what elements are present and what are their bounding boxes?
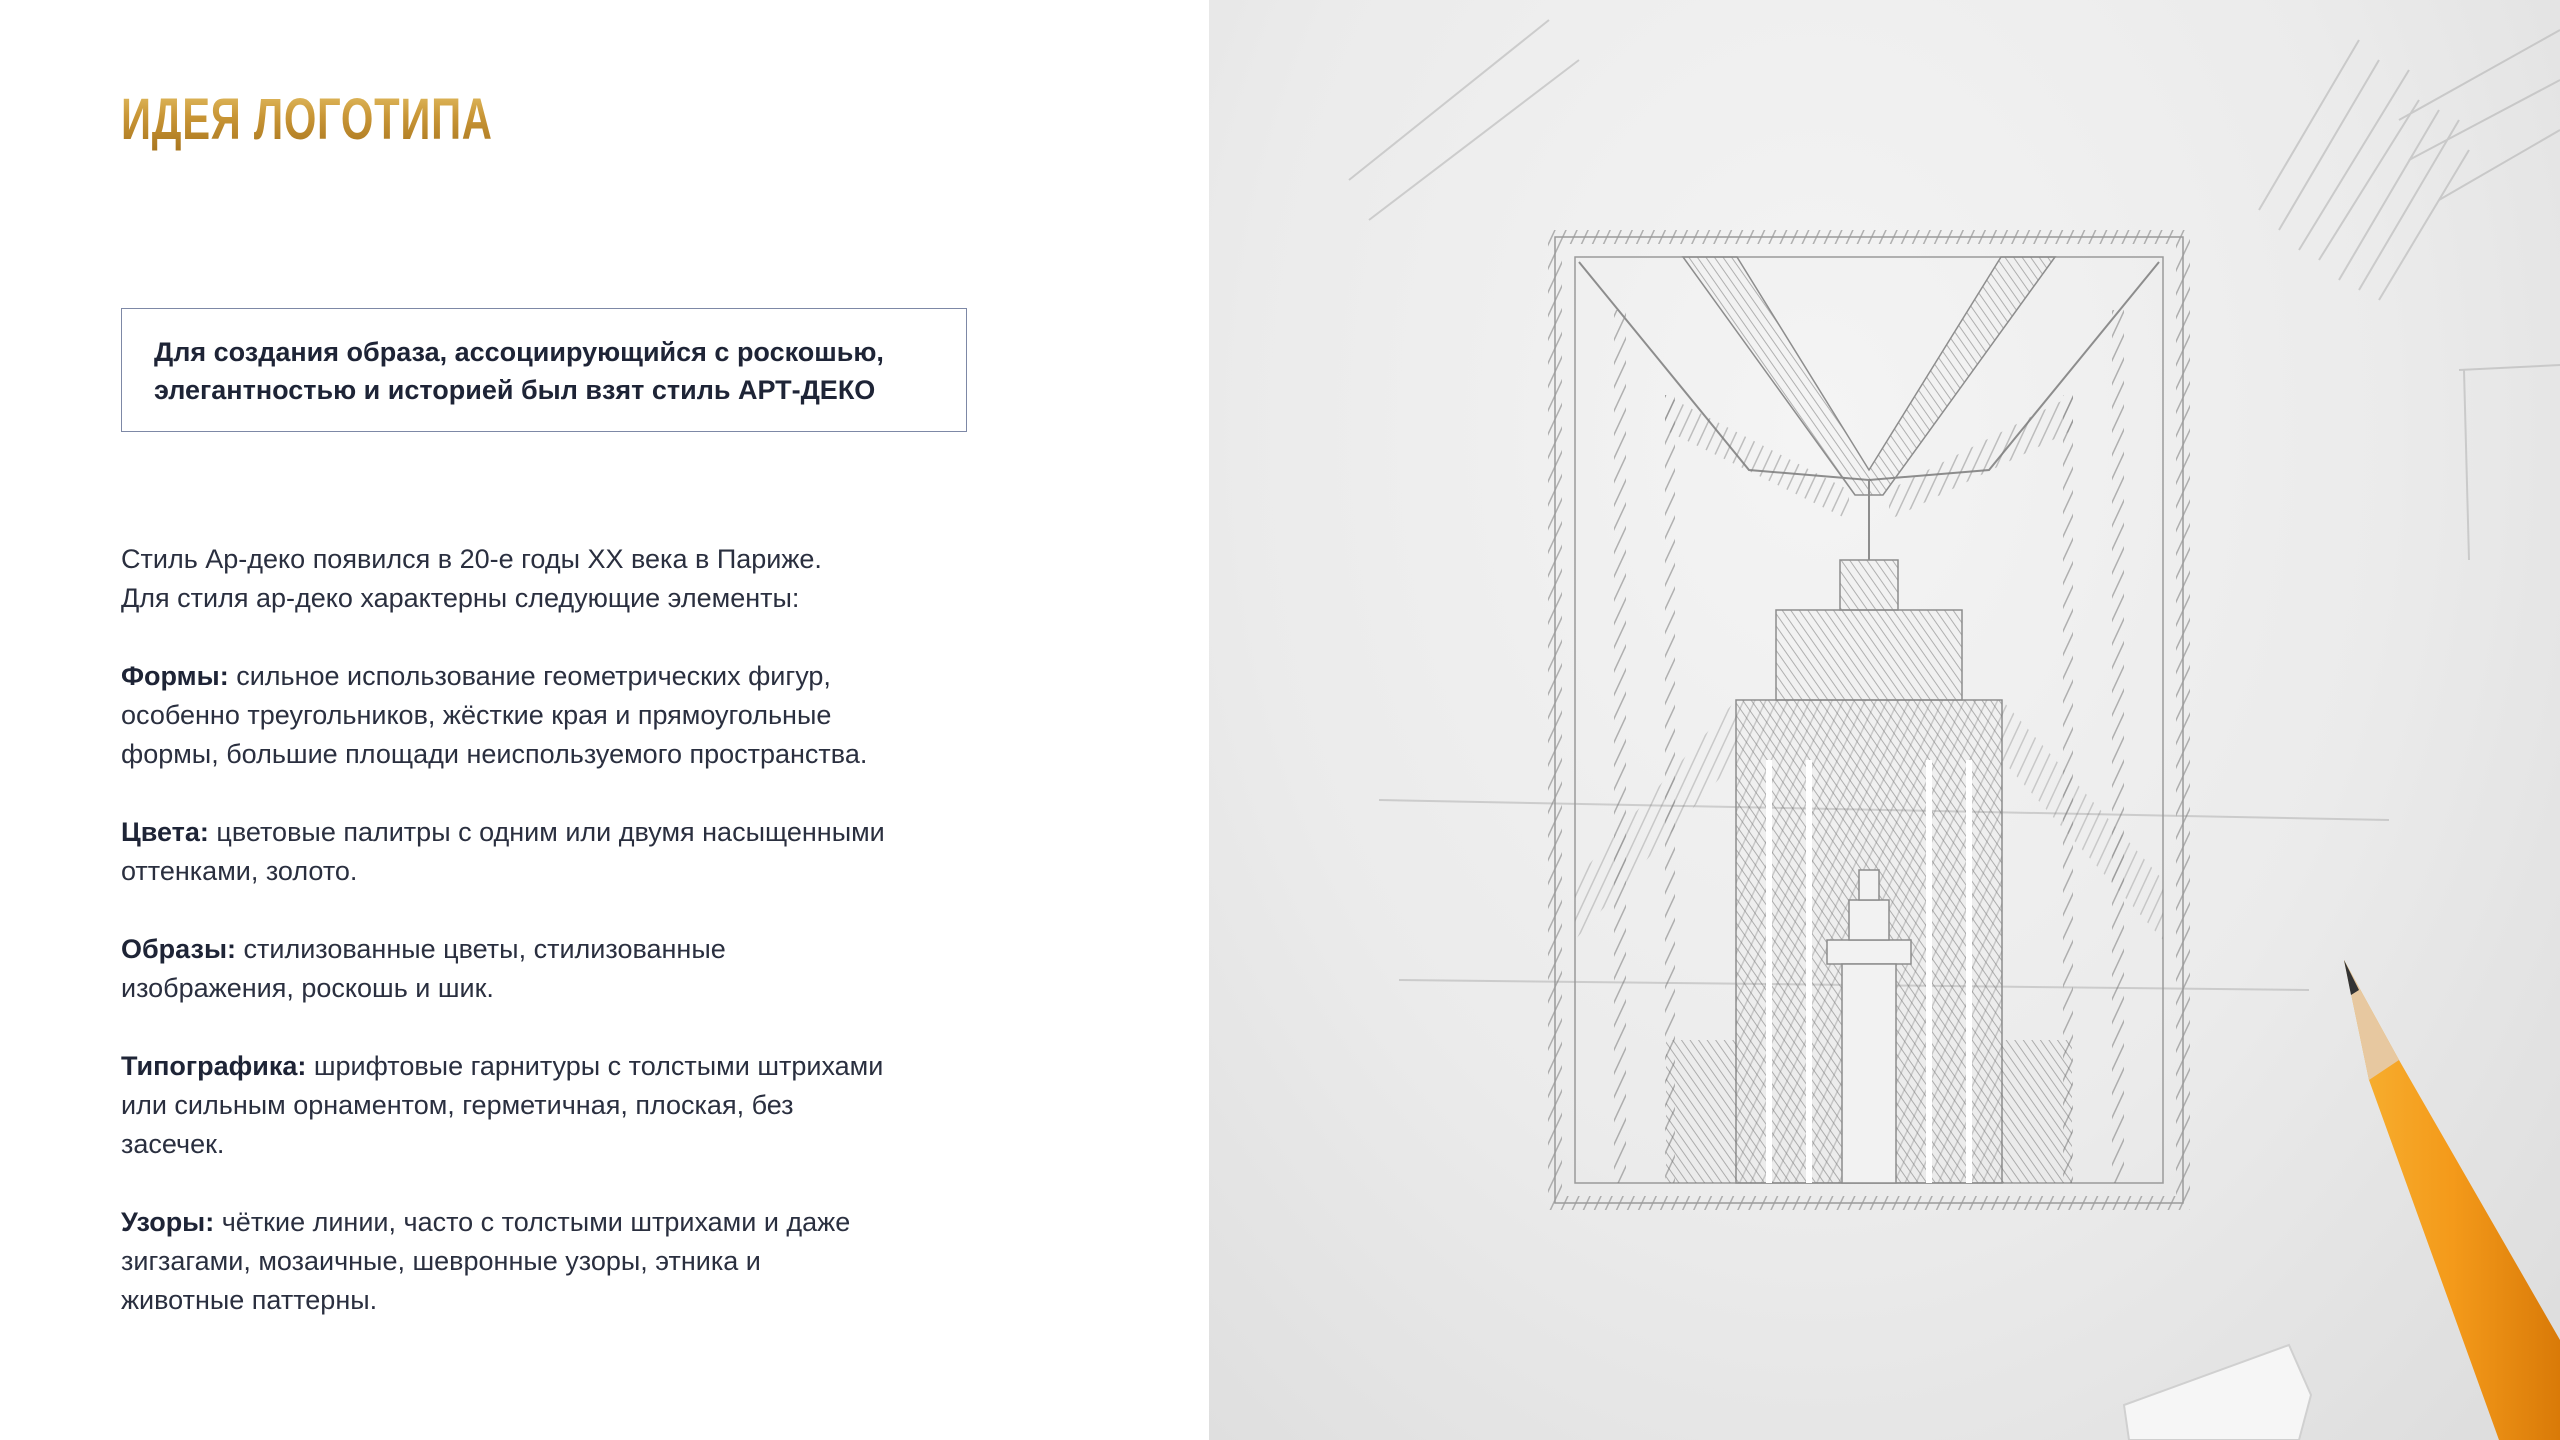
list-item [121, 657, 981, 696]
item-label: Формы: [121, 661, 229, 691]
description [121, 540, 981, 1320]
item-text: сильное использование геометрических фигур, [228, 661, 831, 691]
text-panel [0, 0, 1209, 1440]
item-text: изображения, роскошь и шик. [121, 973, 494, 1003]
item-text: зигзагами, мозаичные, шевронные узоры, этника и [121, 1246, 761, 1276]
item-text: оттенками, золото. [121, 856, 358, 886]
intro-line: Стиль Ар-деко появился в 20-е годы XX века в Париже. [121, 544, 822, 574]
list-item [121, 813, 981, 852]
logo-sketch [1209, 0, 2560, 1440]
item-text: чёткие линии, часто с толстыми штрихами и даже [214, 1207, 851, 1237]
list-item [121, 1203, 981, 1242]
item-text: или сильным орнаментом, герметичная, плоская, без [121, 1090, 794, 1120]
intro-line: Для стиля ар-деко характерны следующие элементы: [121, 583, 800, 613]
item-text: стилизованные цветы, стилизованные [236, 934, 726, 964]
callout-box [121, 308, 967, 432]
item-text: шрифтовые гарнитуры с толстыми штрихами [306, 1051, 884, 1081]
item-text: цветовые палитры с одним или двумя насыщенными [208, 817, 885, 847]
list-item [121, 930, 981, 969]
item-text: животные паттерны. [121, 1285, 378, 1315]
item-label: Типографика: [121, 1051, 307, 1081]
logo-frame [1555, 237, 2183, 1203]
callout-line: элегантностью и историей был взят стиль АРТ-ДЕКО [154, 375, 876, 405]
eraser-icon [2124, 1345, 2311, 1440]
list-item [121, 1047, 981, 1086]
callout-line: Для создания образа, ассоциирующийся с роскошью, [154, 337, 884, 367]
item-label: Образы: [121, 934, 236, 964]
item-label: Цвета: [121, 817, 209, 847]
item-label: Узоры: [121, 1207, 215, 1237]
pencil-icon [2344, 960, 2560, 1440]
item-text: особенно треугольников, жёсткие края и прямоугольные [121, 700, 832, 730]
item-text: формы, большие площади неиспользуемого пространства. [121, 739, 868, 769]
sketch-illustration [1209, 0, 2560, 1440]
page-title: ИДЕЯ ЛОГОТИПА [121, 87, 493, 152]
item-text: засечек. [121, 1129, 225, 1159]
